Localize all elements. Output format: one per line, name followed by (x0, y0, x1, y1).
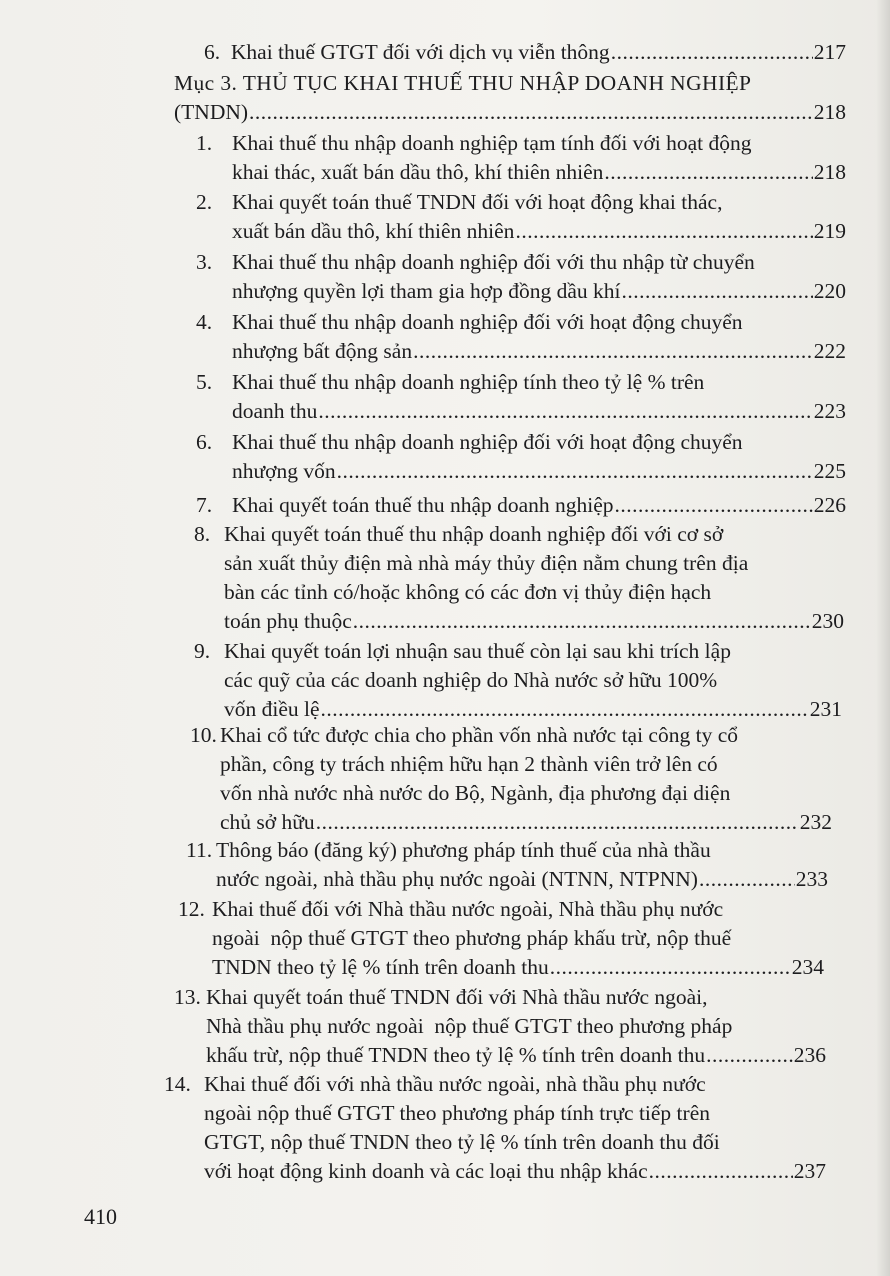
entry-text-line: phần, công ty trách nhiệm hữu hạn 2 thành viên trở lên có (220, 752, 718, 776)
dot-leader (321, 695, 809, 724)
entry-text-line: Nhà thầu phụ nước ngoài nộp thuế GTGT theo phương pháp (206, 1014, 733, 1038)
entry-text: xuất bán dầu thô, khí thiên nhiên (232, 219, 515, 243)
toc-entry-13[interactable] (174, 983, 826, 1070)
entry-text-line: ngoài nộp thuế GTGT theo phương pháp tính trực tiếp trên (204, 1101, 710, 1125)
dot-leader (318, 397, 812, 426)
entry-text-line: bàn các tỉnh có/hoặc không có các đơn vị thủy điện hạch (224, 580, 712, 604)
entry-number: 6. (204, 40, 221, 64)
entry-text: TNDN theo tỷ lệ % tính trên doanh thu (212, 955, 549, 979)
entry-page: 219 (813, 219, 846, 243)
entry-text-line: Khai thuế thu nhập doanh nghiệp tính theo tỷ lệ % trên (232, 370, 705, 394)
entry-text-line: Khai thuế thu nhập doanh nghiệp đối với hoạt động chuyển (232, 430, 743, 454)
dot-leader (337, 457, 813, 486)
entry-page: 231 (809, 697, 842, 721)
entry-page: 225 (813, 459, 846, 483)
dot-leader (413, 337, 813, 366)
entry-page: 236 (793, 1043, 826, 1067)
entry-text: nhượng quyền lợi tham gia hợp đồng dầu khí (232, 279, 621, 303)
entry-text-line: vốn nhà nước nhà nước do Bộ, Ngành, địa phương đại diện (220, 781, 731, 805)
entry-page: 233 (795, 867, 828, 891)
entry-number: 1. (196, 131, 213, 155)
entry-number: 5. (196, 370, 213, 394)
entry-text: chủ sở hữu (220, 810, 315, 834)
entry-page: 232 (799, 810, 832, 834)
section-heading[interactable] (174, 69, 846, 127)
entry-number: 7. (196, 493, 213, 517)
entry-page: 230 (811, 609, 844, 633)
entry-page: 222 (813, 339, 846, 363)
entry-number: 13. (174, 985, 201, 1009)
entry-text-line: Khai thuế thu nhập doanh nghiệp tạm tính đối với hoạt động (232, 131, 752, 155)
entry-number: 9. (194, 639, 211, 663)
section-title: Mục 3. THỦ TỤC KHAI THUẾ THU NHẬP DOANH NGHIỆP (174, 71, 752, 95)
entry-page: 218 (813, 160, 846, 184)
entry-text-line: GTGT, nộp thuế TNDN theo tỷ lệ % tính trên doanh thu đối (204, 1130, 720, 1154)
dot-leader (611, 38, 813, 67)
entry-text-line: Khai thuế đối với Nhà thầu nước ngoài, Nhà thầu phụ nước (212, 897, 724, 921)
entry-number: 3. (196, 250, 213, 274)
entry-text: khấu trừ, nộp thuế TNDN theo tỷ lệ % tính trên doanh thu (206, 1043, 706, 1067)
entry-number: 12. (178, 897, 205, 921)
entry-text-line: Khai quyết toán thuế TNDN đối với Nhà thầu nước ngoài, (206, 985, 708, 1009)
entry-text: Khai thuế GTGT đối với dịch vụ viễn thông (230, 40, 610, 64)
entry-page: 234 (791, 955, 824, 979)
dot-leader (622, 277, 813, 306)
toc-entry-1[interactable] (196, 129, 846, 187)
dot-leader (515, 217, 812, 246)
dot-leader (649, 1157, 793, 1186)
toc-entry-14[interactable] (164, 1070, 826, 1186)
entry-text-line: Khai cổ tức được chia cho phần vốn nhà nước tại công ty cổ (220, 723, 738, 747)
toc-entry-5[interactable] (196, 368, 846, 426)
entry-page: 237 (793, 1159, 826, 1183)
toc-entry-7[interactable] (196, 491, 846, 520)
toc-entry-4[interactable] (196, 308, 846, 366)
toc-entry-9[interactable] (194, 637, 842, 724)
entry-text-line: Thông báo (đăng ký) phương pháp tính thuế của nhà thầu (216, 838, 711, 862)
entry-text: nhượng vốn (232, 459, 336, 483)
entry-page: 226 (813, 493, 846, 517)
toc-entry-12[interactable] (178, 895, 824, 982)
entry-text: doanh thu (232, 399, 318, 423)
entry-page: 220 (813, 279, 846, 303)
entry-text-line: ngoài nộp thuế GTGT theo phương pháp khấu trừ, nộp thuế (212, 926, 732, 950)
page-number: 410 (84, 1204, 117, 1229)
entry-text: toán phụ thuộc (224, 609, 352, 633)
entry-text-line: Khai thuế thu nhập doanh nghiệp đối với thu nhập từ chuyển (232, 250, 755, 274)
entry-text: vốn điều lệ (224, 697, 320, 721)
dot-leader (706, 1041, 793, 1070)
toc-entry-2[interactable] (196, 188, 846, 246)
entry-page: 217 (813, 40, 846, 64)
dot-leader (604, 158, 812, 187)
entry-text: khai thác, xuất bán dầu thô, khí thiên nhiên (232, 160, 604, 184)
entry-number: 2. (196, 190, 213, 214)
dot-leader (699, 865, 795, 894)
entry-text-line: sản xuất thủy điện mà nhà máy thủy điện nằm chung trên địa (224, 551, 749, 575)
entry-number: 11. (186, 838, 213, 862)
entry-text-line: Khai quyết toán thuế TNDN đối với hoạt động khai thác, (232, 190, 723, 214)
entry-text-line: Khai thuế đối với nhà thầu nước ngoài, nhà thầu phụ nước (204, 1072, 706, 1096)
entry-number: 6. (196, 430, 213, 454)
entry-number: 10. (190, 723, 217, 747)
toc-entry-10[interactable] (190, 721, 832, 837)
entry-text-line: Khai thuế thu nhập doanh nghiệp đối với hoạt động chuyển (232, 310, 743, 334)
entry-text-line: các quỹ của các doanh nghiệp do Nhà nước sở hữu 100% (224, 668, 718, 692)
toc-entry-6[interactable] (196, 428, 846, 486)
dot-leader (550, 953, 791, 982)
dot-leader (316, 808, 799, 837)
entry-text: Khai quyết toán thuế thu nhập doanh nghiệp (232, 493, 614, 517)
toc-entry-11[interactable] (186, 836, 828, 894)
entry-number: 14. (164, 1072, 191, 1096)
dot-leader (353, 607, 811, 636)
entry-number: 4. (196, 310, 213, 334)
entry-text-line: Khai quyết toán thuế thu nhập doanh nghiệp đối với cơ sở (224, 522, 724, 546)
entry-page: 223 (813, 399, 846, 423)
section-title-cont: (TNDN) (174, 100, 249, 124)
entry-number: 8. (194, 522, 211, 546)
toc-entry-gtgt-6[interactable] (204, 38, 846, 67)
dot-leader (249, 98, 813, 127)
section-page: 218 (813, 100, 846, 124)
toc-entry-3[interactable] (196, 248, 846, 306)
entry-text-line: Khai quyết toán lợi nhuận sau thuế còn lại sau khi trích lập (224, 639, 731, 663)
entry-text: với hoạt động kinh doanh và các loại thu nhập khác (204, 1159, 648, 1183)
dot-leader (615, 491, 813, 520)
entry-text: nhượng bất động sản (232, 339, 413, 363)
entry-text: nước ngoài, nhà thầu phụ nước ngoài (NTNN, NTPNN) (216, 867, 698, 891)
toc-entry-8[interactable] (194, 520, 844, 636)
